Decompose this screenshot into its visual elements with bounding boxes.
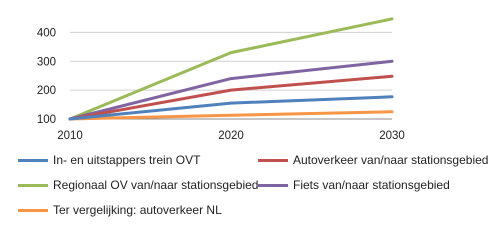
legend-label-fiets: Fiets van/naar stationsgebied: [293, 178, 450, 192]
legend-item-autoverkeer-nl: [18, 201, 222, 219]
legend-swatch-autoverkeer-nl: [18, 209, 48, 212]
x-tick-label-2030: 2030: [379, 130, 405, 142]
legend-item-autoverkeer: [258, 151, 488, 169]
legend-item-regionaal-ov: [18, 176, 258, 194]
y-tick-label-400: 400: [36, 27, 56, 40]
x-tick-label-2010: 2010: [57, 130, 83, 142]
legend-swatch-regionaal-ov: [18, 184, 48, 187]
x-tick-label-2020: 2020: [218, 130, 244, 142]
y-tick-label-100: 100: [36, 114, 56, 126]
legend: [0, 148, 502, 236]
legend-label-autoverkeer: Autoverkeer van/naar stationsgebied: [293, 153, 489, 167]
legend-item-fiets: [258, 176, 450, 194]
legend-label-regionaal-ov: Regionaal OV van/naar stationsgebied: [53, 178, 259, 192]
legend-swatch-autoverkeer: [258, 159, 288, 162]
y-tick-label-200: 200: [36, 85, 56, 98]
legend-swatch-trein: [18, 159, 48, 162]
y-tick-label-300: 300: [36, 56, 56, 69]
legend-swatch-fiets: [258, 184, 288, 187]
legend-label-autoverkeer-nl: Ter vergelijking: autoverkeer NL: [53, 203, 222, 217]
legend-label-trein: In- en uitstappers trein OVT: [53, 153, 201, 167]
legend-item-trein: [18, 151, 200, 169]
